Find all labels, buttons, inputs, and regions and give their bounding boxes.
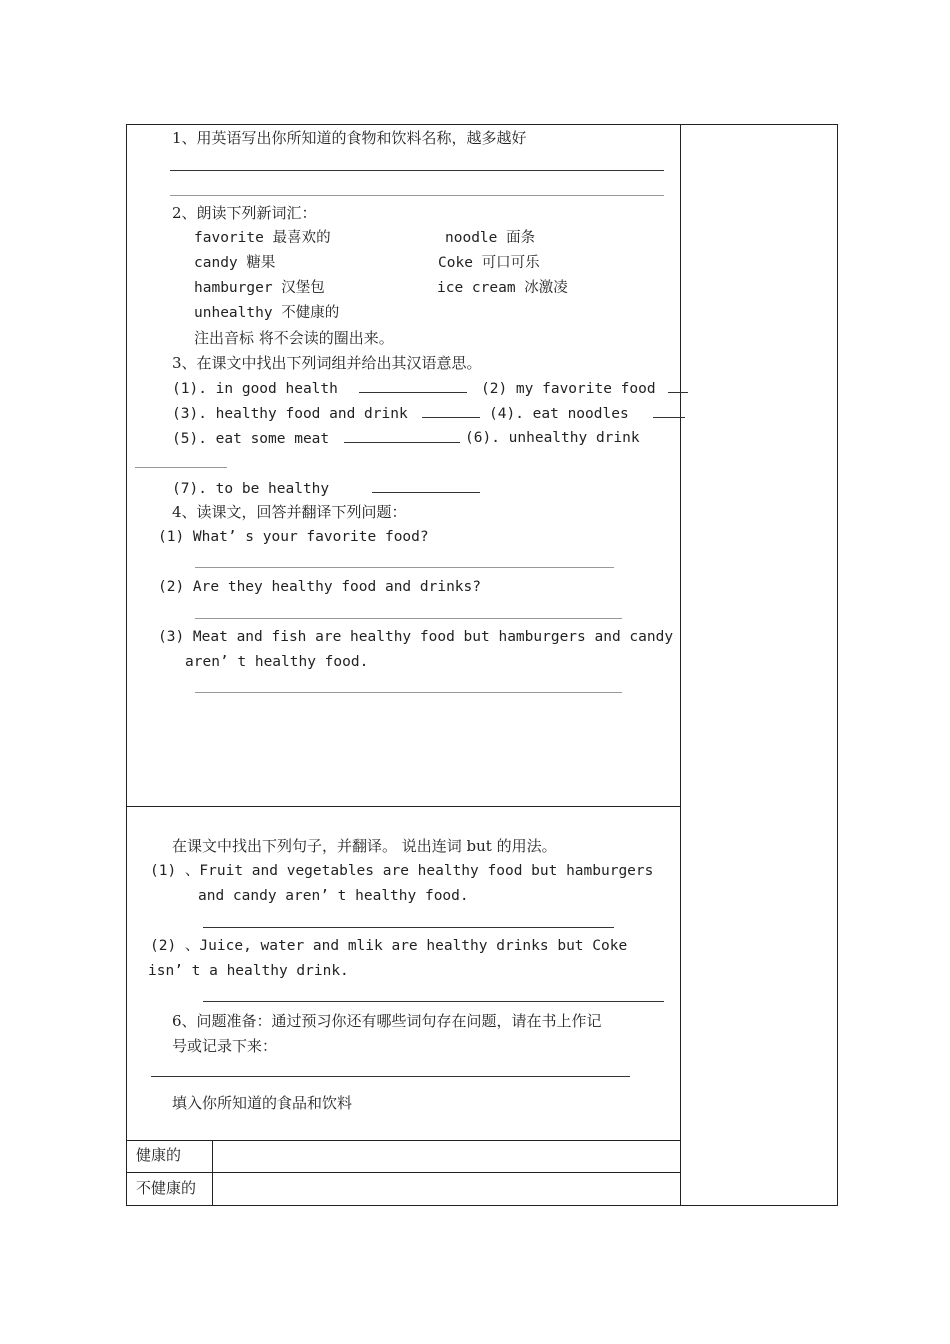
vocab-ice-cream: ice cream 冰激凌 <box>437 280 568 296</box>
phrase-2 <box>481 378 688 399</box>
q4-question-1: (1) What’ s your favorite food? <box>158 529 429 545</box>
phrase-5 <box>172 428 460 449</box>
phrase-2-blank[interactable] <box>668 378 688 393</box>
q5-prompt: 在课文中找出下列句子，并翻译。 说出连词 but 的用法。 <box>172 837 557 855</box>
phrase-6-blank[interactable] <box>135 467 227 468</box>
q4-question-2: (2) Are they healthy food and drinks? <box>158 579 482 595</box>
q5-answer-line-2[interactable] <box>203 1001 664 1002</box>
phrase-2-text: (2) my favorite food <box>481 381 656 397</box>
phrase-1-blank[interactable] <box>359 378 467 393</box>
q3-prompt: 3、在课文中找出下列词组并给出其汉语意思。 <box>172 354 482 372</box>
vocab-favorite: favorite 最喜欢的 <box>194 230 331 246</box>
q5-sentence-1-cont: and candy aren’ t healthy food. <box>198 888 469 904</box>
q4-prompt: 4、读课文，回答并翻译下列问题： <box>172 503 407 521</box>
vocab-candy: candy 糖果 <box>194 255 276 271</box>
phrase-3 <box>172 403 480 424</box>
q5-sentence-2: (2) 、Juice, water and mlik are healthy drinks but Coke <box>150 938 628 954</box>
q2-note: 注出音标 将不会读的圈出来。 <box>194 329 394 347</box>
phrase-4-text: (4). eat noodles <box>489 406 629 422</box>
q4-question-3: (3) Meat and fish are healthy food but hamburgers and candy <box>158 629 674 645</box>
q6-prompt-line-2: 号或记录下来： <box>172 1037 278 1055</box>
vocab-coke: Coke 可口可乐 <box>438 255 540 271</box>
phrase-4-blank[interactable] <box>653 403 685 418</box>
phrase-6: (6). unhealthy drink <box>465 430 640 446</box>
q5-answer-line-1[interactable] <box>203 927 614 928</box>
vocab-hamburger: hamburger 汉堡包 <box>194 280 325 296</box>
phrase-4 <box>489 403 685 424</box>
right-column-divider <box>680 124 681 1206</box>
q5-sentence-1: (1) 、Fruit and vegetables are healthy food but hamburgers <box>150 863 654 879</box>
q1-answer-line-1[interactable] <box>170 170 664 171</box>
q1-answer-line-2[interactable] <box>170 195 664 196</box>
q2-prompt: 2、朗读下列新词汇： <box>172 204 317 222</box>
q4-answer-line-3[interactable] <box>195 692 622 693</box>
q4-answer-line-2[interactable] <box>195 618 622 619</box>
phrase-1 <box>172 378 467 399</box>
q4-question-3-cont: aren’ t healthy food. <box>185 654 369 670</box>
phrase-7-text: (7). to be healthy <box>172 481 330 497</box>
section-divider <box>126 806 681 807</box>
table-row-healthy-label: 健康的 <box>136 1146 182 1164</box>
phrase-7 <box>172 478 480 499</box>
q4-answer-line-1[interactable] <box>195 567 614 568</box>
fill-prompt: 填入你所知道的食品和饮料 <box>172 1094 353 1112</box>
vocab-noodle: noodle 面条 <box>445 230 536 246</box>
table-row-unhealthy-input[interactable] <box>213 1173 680 1205</box>
phrase-3-blank[interactable] <box>422 403 480 418</box>
table-row-healthy-input[interactable] <box>213 1141 680 1172</box>
phrase-7-blank[interactable] <box>372 478 480 493</box>
q6-prompt-line-1: 6、问题准备：通过预习你还有哪些词句存在问题，请在书上作记 <box>172 1012 602 1030</box>
phrase-5-blank[interactable] <box>344 428 460 443</box>
vocab-unhealthy: unhealthy 不健康的 <box>194 305 340 321</box>
table-row-unhealthy-label: 不健康的 <box>136 1179 197 1197</box>
phrase-3-text: (3). healthy food and drink <box>172 406 408 422</box>
q1-prompt: 1、用英语写出你所知道的食物和饮料名称，越多越好 <box>172 129 527 147</box>
q5-sentence-2-cont: isn’ t a healthy drink. <box>148 963 349 979</box>
phrase-1-text: (1). in good health <box>172 381 338 397</box>
q6-answer-line[interactable] <box>151 1076 630 1077</box>
phrase-5-text: (5). eat some meat <box>172 431 330 447</box>
